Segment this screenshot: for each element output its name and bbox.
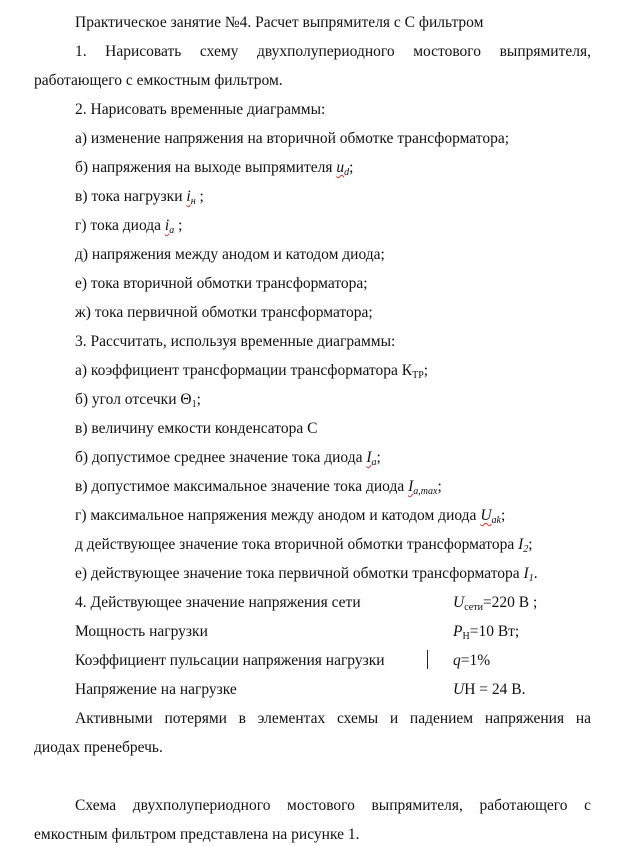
task2-item-v: в) тока нагрузки $i_н$ ; xyxy=(75,188,204,207)
param-value-load-voltage: UН = 24 В. xyxy=(453,681,526,698)
param-value-ripple: q=1% xyxy=(453,652,491,669)
task1-line2: работающего с емкостным фильтром. xyxy=(34,72,283,89)
task2-item-g: г) тока диода $i_а$ ; xyxy=(75,217,183,236)
param-label-mains-voltage: 4. Действующее значение напряжения сети xyxy=(75,594,361,611)
task2-item-a: а) изменение напряжения на вторичной обмотке трансформатора; xyxy=(75,130,510,147)
param-label-ripple: Коэффициент пульсации напряжения нагрузки xyxy=(75,652,385,669)
task3-item-e: е) действующее значение тока первичной обмотки трансформатора $I_1$. xyxy=(75,565,538,584)
param-value-load-power: $Р_Н=10$ Вт; xyxy=(453,623,520,642)
text-cursor-bar xyxy=(427,650,428,669)
task2-item-d: д) напряжения между анодом и катодом диода; xyxy=(75,246,385,263)
task3-item-g: г) максимальное напряжения между анодом и катодом диода $U_{ak}$; xyxy=(75,507,506,526)
task3-heading: 3. Рассчитать, используя временные диаграммы: xyxy=(75,333,396,350)
task2-heading: 2. Нарисовать временные диаграммы: xyxy=(75,101,326,118)
param-value-mains-voltage: $U_{сети}=220$ В ; xyxy=(453,594,538,613)
task2-item-b: б) напряжения на выходе выпрямителя $u_d$; xyxy=(75,159,354,178)
note-line2: диодах пренебречь. xyxy=(34,739,163,756)
task3-item-v: в) величину емкости конденсатора С xyxy=(75,420,318,437)
param-label-load-power: Мощность нагрузки xyxy=(75,623,208,640)
footer-line1: Схема двухполупериодного мостового выпрямителя, работающего с xyxy=(75,797,591,814)
param-label-load-voltage: Напряжение на нагрузке xyxy=(75,681,237,698)
task2-item-e: е) тока вторичной обмотки трансформатора; xyxy=(75,275,368,292)
task3-item-v2: в) допустимое максимальное значение тока диода $I_{а,max}$; xyxy=(75,478,442,497)
note-line1: Активными потерями в элементах схемы и падением напряжения на xyxy=(75,710,591,727)
task3-item-d: д действующее значение тока вторичной обмотки трансформатора $I_2$; xyxy=(75,536,533,555)
task3-item-a: а) коэффициент трансформации трансформатора $К_{ТР}$; xyxy=(75,362,429,381)
task3-item-b: б) угол отсечки $\Theta_1$; xyxy=(75,391,201,410)
task3-item-b2: б) допустимое среднее значение тока диода $I_а$; xyxy=(75,449,381,468)
footer-line2: емкостным фильтром представлена на рисунке 1. xyxy=(34,826,360,843)
task2-item-zh: ж) тока первичной обмотки трансформатора; xyxy=(75,304,373,321)
task1-line1: 1. Нарисовать схему двухполупериодного мостового выпрямителя, xyxy=(75,43,591,60)
page-title: Практическое занятие №4. Расчет выпрямителя с С фильтром xyxy=(75,14,484,31)
